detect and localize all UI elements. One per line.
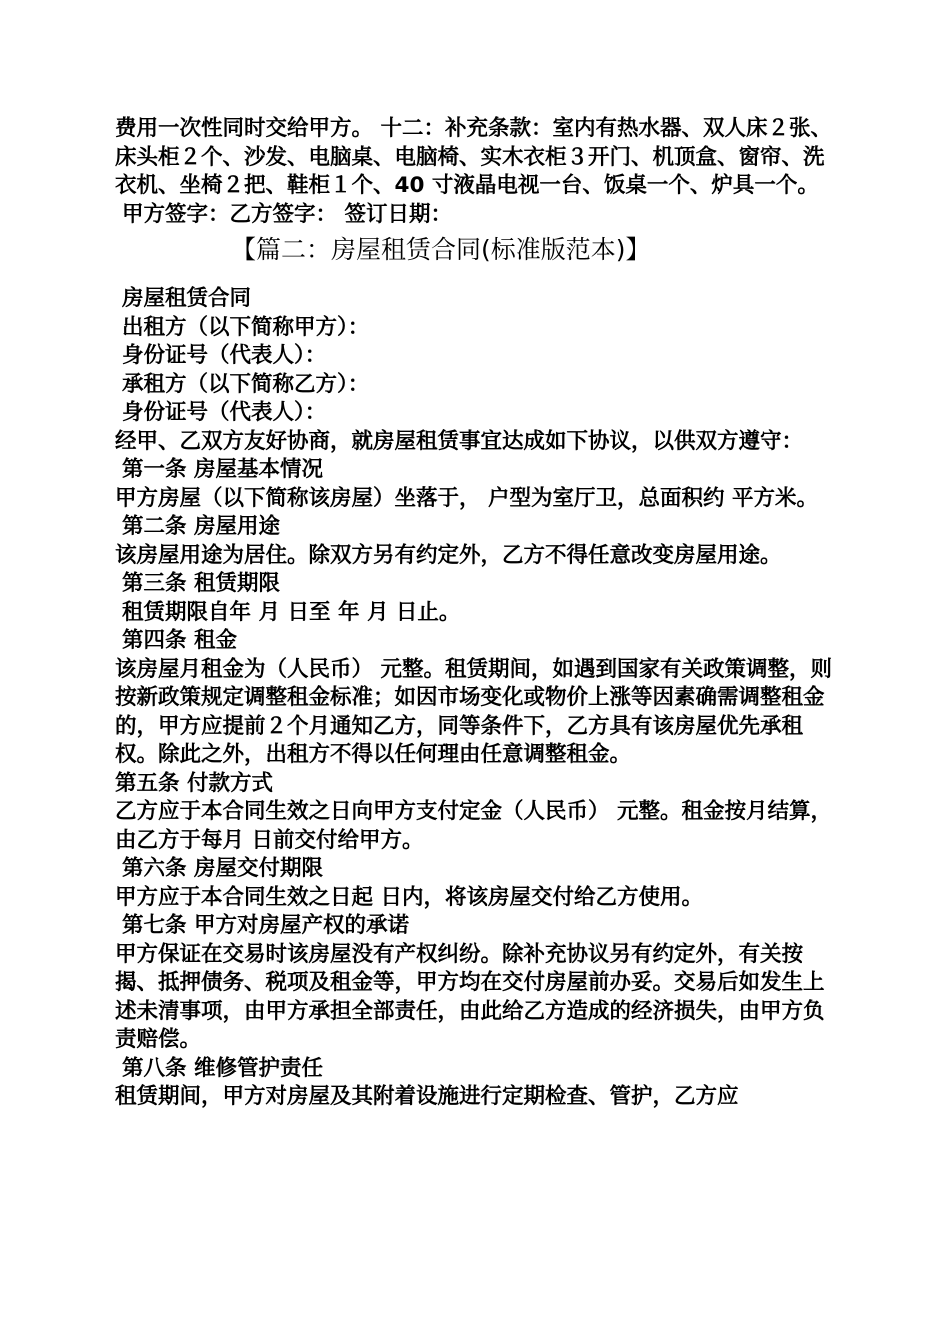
article-4-body: 该房屋月租金为（人民币） 元整。租赁期间，如遇到国家有关政策调整，则按新政策规定调整租金标准；如因市场变化或物价上涨等因素确需调整租金的，甲方应提前２个月通知乙方，同等条件下，乙方具有该房屋优先承租权。除此之外，出租方不得以任何理由任意调整租金。 <box>115 656 832 767</box>
article-6-heading: 第六条 房屋交付期限 <box>122 856 323 881</box>
lessor-id-line: 身份证号（代表人）： <box>122 343 327 368</box>
article-8-body: 租赁期间，甲方对房屋及其附着设施进行定期检查、管护，乙方应 <box>115 1084 739 1109</box>
article-2-body: 该房屋用途为居住。除双方另有约定外，乙方不得任意改变房屋用途。 <box>115 542 782 568</box>
article-1-heading: 第一条 房屋基本情况 <box>122 457 323 482</box>
lessor-line: 出租方（以下简称甲方）： <box>122 314 370 340</box>
article-8-heading: 第八条 维修管护责任 <box>122 1055 323 1081</box>
lessee-line: 承租方（以下简称乙方）： <box>122 371 370 397</box>
signature-line: 甲方签字：乙方签字： 签订日期： <box>122 201 452 227</box>
paragraph-supplement: 费用一次性同时交给甲方。 十二：补充条款：室内有热水器、双人床２张、床头柜２个、沙发、电脑桌、电脑椅、实木衣柜３开门、机顶盒、窗帘、洗衣机、坐椅２把、鞋柜１个、40 寸液晶电视一台、饭桌一个、炉具一个。 <box>115 116 832 198</box>
article-7-heading: 第七条 甲方对房屋产权的承诺 <box>122 913 409 938</box>
document-page <box>115 115 837 1112</box>
contract-title: 房屋租赁合同 <box>122 286 252 311</box>
agreement-intro: 经甲、乙双方友好协商，就房屋租赁事宜达成如下协议，以供双方遵守： <box>115 428 804 454</box>
article-6-body: 甲方应于本合同生效之日起 日内，将该房屋交付给乙方使用。 <box>115 884 703 910</box>
lessee-id-line: 身份证号（代表人）： <box>122 400 327 425</box>
article-3-body: 租赁期限自年 月 日至 年 月 日止。 <box>122 599 461 625</box>
article-5-body: 乙方应于本合同生效之日向甲方支付定金（人民币） 元整。租金按月结算，由乙方于每月 日前交付给甲方。 <box>115 799 832 853</box>
article-7-body: 甲方保证在交易时该房屋没有产权纠纷。除补充协议另有约定外，有关按揭、抵押债务、税项及租金等，甲方均在交付房屋前办妥。交易后如发生上述未清事项，由甲方承担全部责任，由此给乙方造成的经济损失，由甲方负责赔偿。 <box>115 941 825 1052</box>
article-3-heading: 第三条 租赁期限 <box>122 571 280 596</box>
article-2-heading: 第二条 房屋用途 <box>122 514 280 539</box>
section-title: 【篇二：房屋租赁合同(标准版范本)】 <box>231 235 651 264</box>
article-4-heading: 第四条 租金 <box>122 628 237 653</box>
article-1-body: 甲方房屋（以下简称该房屋）坐落于， 户型为室厅卫，总面积约 平方米。 <box>115 485 818 511</box>
article-5-heading: 第五条 付款方式 <box>115 770 273 796</box>
